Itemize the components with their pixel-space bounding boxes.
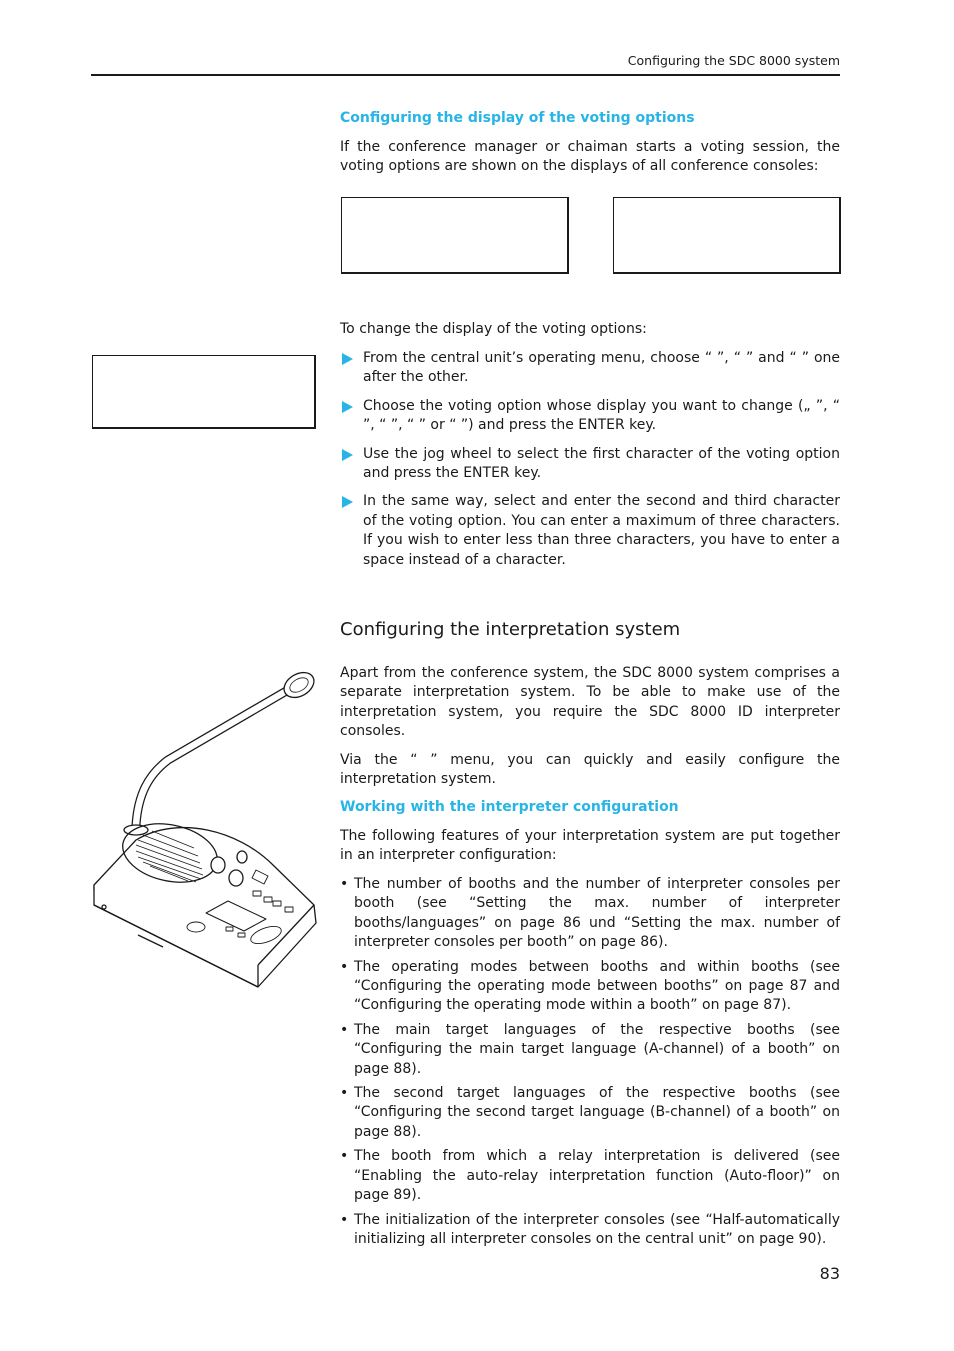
interpretation-para2: Via the “ ” menu, you can quickly and easily configure the interpretation system. [340, 751, 840, 788]
interpreter-config-subheading: Working with the interpreter configuration [340, 799, 679, 815]
page-number: 83 [819, 1264, 840, 1283]
interpretation-heading: Configuring the interpretation system [340, 619, 681, 640]
triangle-right-icon [342, 353, 353, 365]
interpretation-para3: The following features of your interpretation system are put together in an interpreter configuration: [340, 828, 840, 864]
lcd-display-right [613, 197, 841, 274]
voting-subheading: Configuring the display of the voting options [340, 110, 695, 126]
step-item: In the same way, select and enter the second and third character of the voting option. You can enter a maximum of three characters. If you wish to enter less than three characters, you have to enter a space instead of a character. [340, 492, 840, 570]
voting-steps [340, 349, 840, 570]
interpreter-console-illustration [88, 665, 324, 995]
list-item: • The operating modes between booths and within booths (see “Configuring the operating mode between booths” on page 87 and “Configuring the operating mode within a booth” on page 87). [340, 958, 840, 1014]
list-item: • The main target languages of the respective booths (see “Configuring the main target language (A-channel) of a booth” on page 88). [340, 1021, 840, 1077]
header-rule [91, 74, 840, 76]
change-intro: To change the display of the voting options: [340, 321, 647, 337]
triangle-right-icon [342, 449, 353, 461]
running-header: Configuring the SDC 8000 system [627, 53, 840, 68]
interpretation-para1: Apart from the conference system, the SDC 8000 system comprises a separate interpretation system. To be able to make use of the interpretation system, you require the SDC 8000 ID interpreter consoles. [340, 665, 840, 740]
step-item: Choose the voting option whose display you want to change („ ”, “ ”, “ ”, “ ” or “ ”) and press the ENTER key. [340, 397, 840, 436]
list-item: • The booth from which a relay interpretation is delivered (see “Enabling the auto-relay interpretation function (Auto-floor)” on page 89). [340, 1148, 840, 1204]
step-item: Use the jog wheel to select the first character of the voting option and press the ENTER key. [340, 445, 840, 484]
feature-list [340, 875, 840, 1249]
triangle-right-icon [342, 401, 353, 413]
lcd-display-left [341, 197, 569, 274]
step-item: From the central unit’s operating menu, choose “ ”, “ ” and “ ” one after the other. [340, 349, 840, 388]
list-item: • The second target languages of the respective booths (see “Configuring the second target language (B-channel) of a booth” on page 88). [340, 1085, 840, 1140]
voting-intro: If the conference manager or chaiman starts a voting session, the voting options are shown on the displays of all conference consoles: [340, 139, 840, 175]
list-item: • The number of booths and the number of interpreter consoles per booth (see “Setting the max. number of interpreter booths/languages” on page 86 und “Setting the max. number of interpreter consoles per booth” on page 86). [340, 876, 840, 951]
list-item: • The initialization of the interpreter consoles (see “Half-automatically initializing all interpreter consoles on the central unit” on page 90). [340, 1211, 840, 1247]
triangle-right-icon [342, 496, 353, 508]
lcd-display-menu [92, 355, 316, 429]
